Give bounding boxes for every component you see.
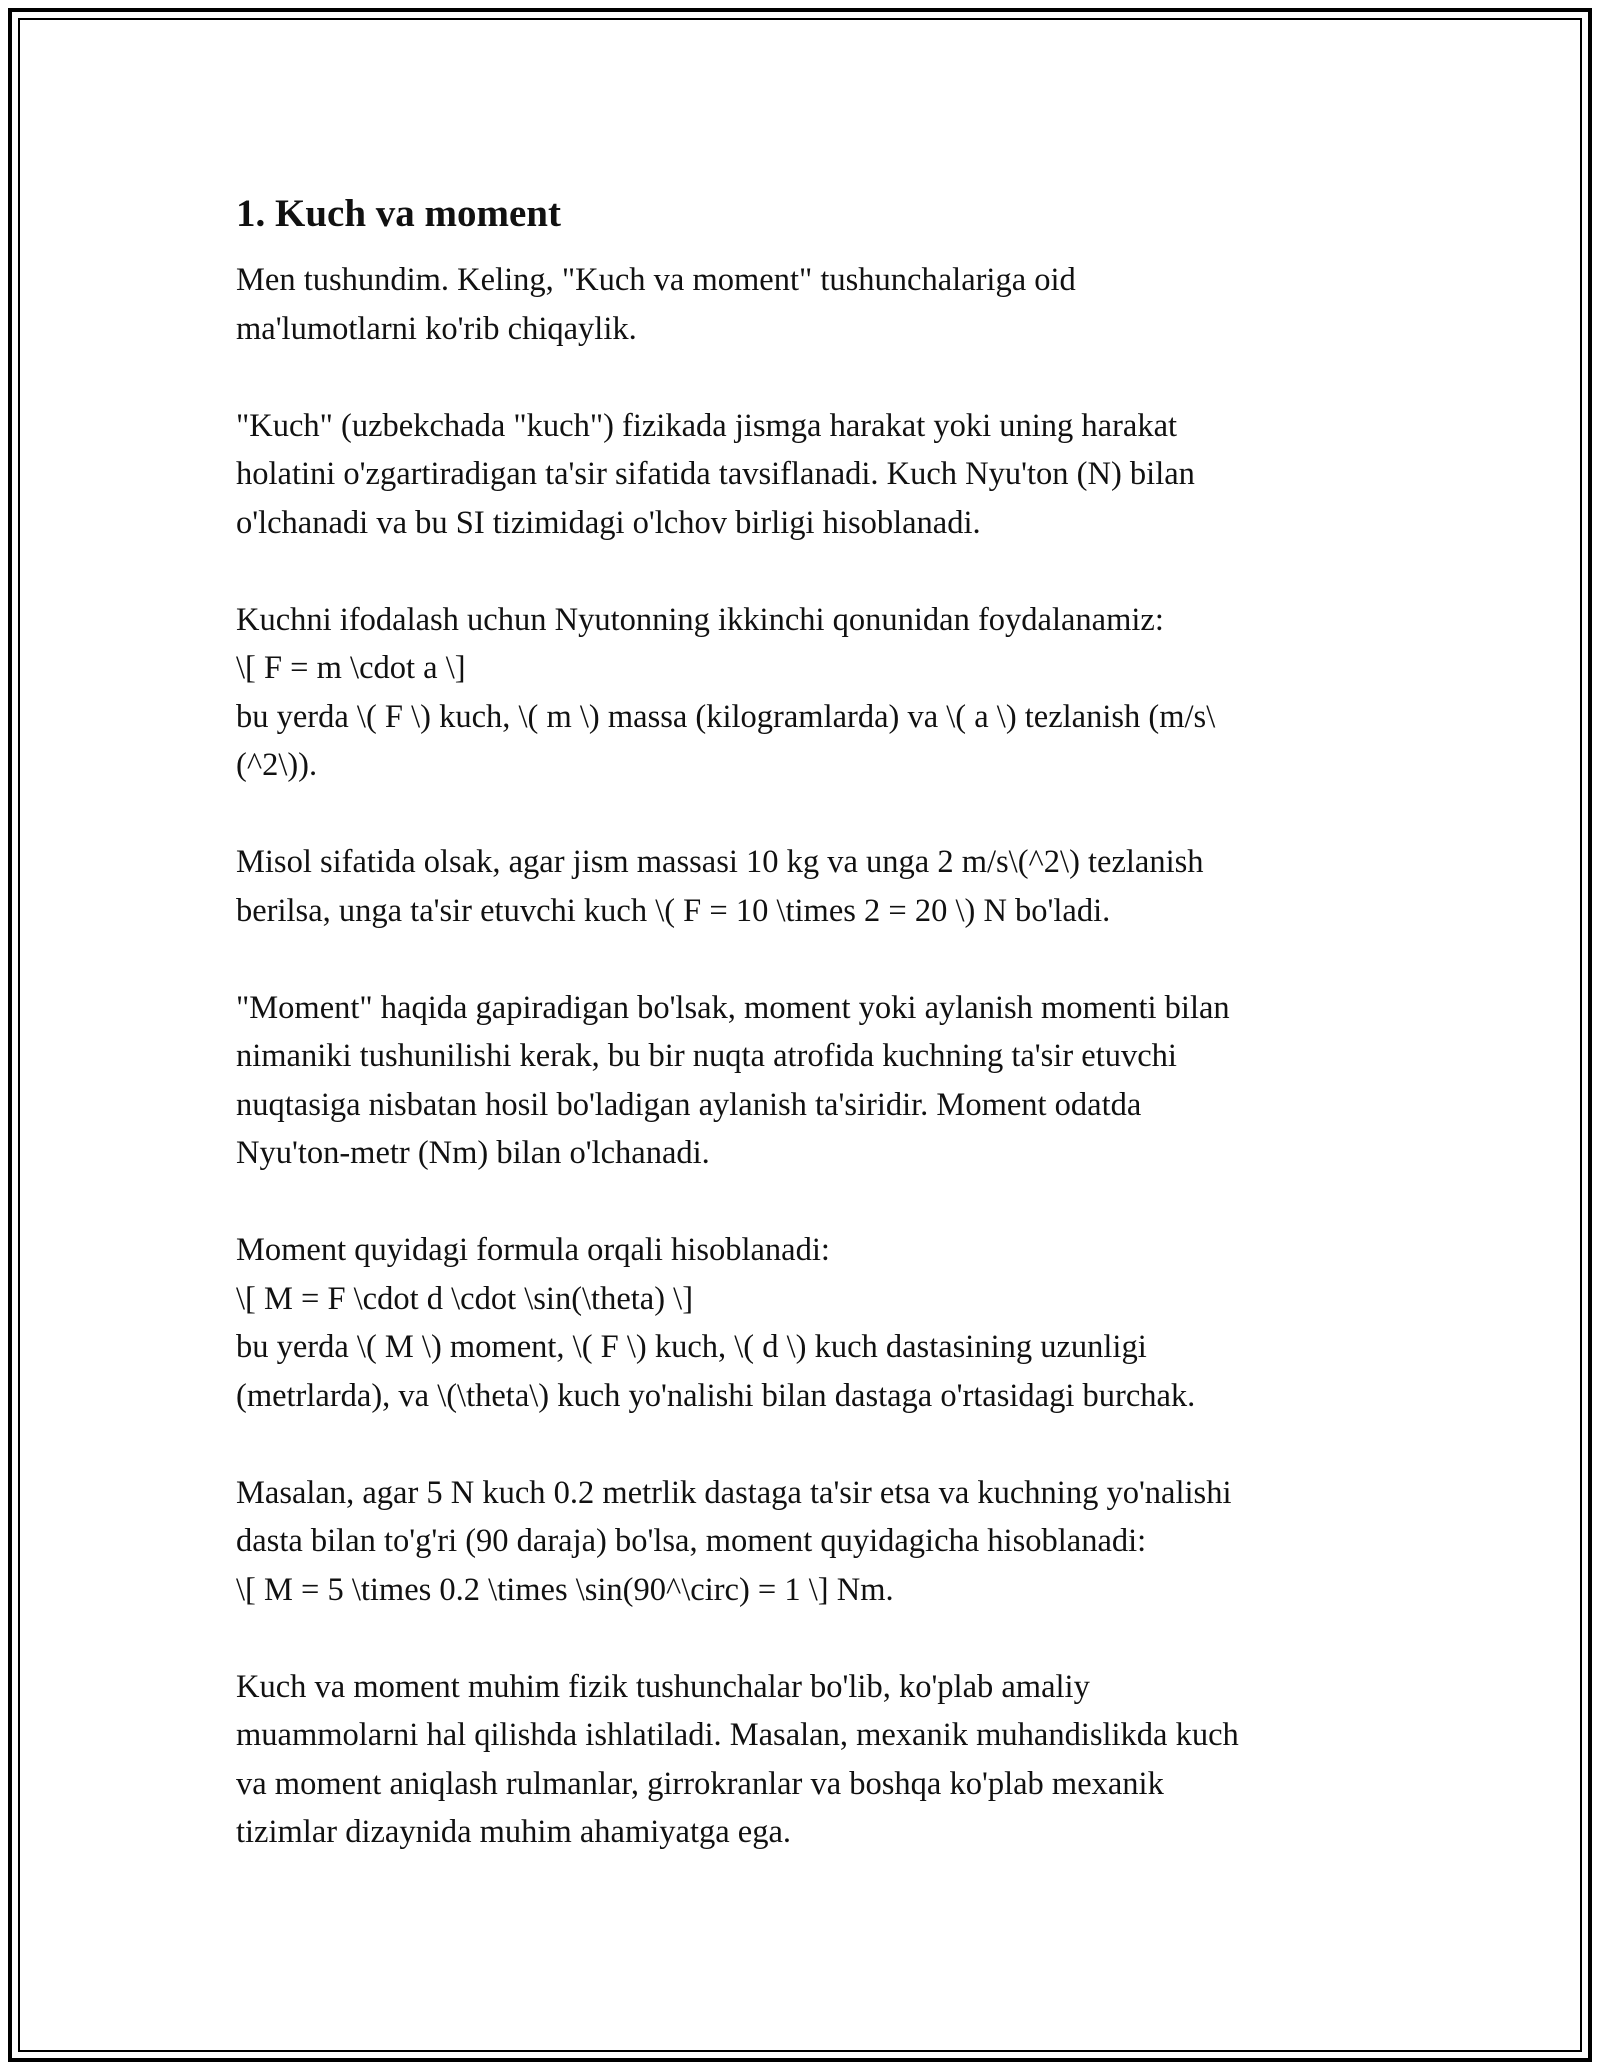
paragraph-intro xyxy=(236,256,1376,353)
text-line: (metrlarda), va \(\theta\) kuch yo'nalishi bilan dastaga o'rtasidagi burchak. xyxy=(236,1377,1196,1414)
text-line: va moment aniqlash rulmanlar, girrokranlar va boshqa ko'plab mexanik xyxy=(236,1765,1164,1802)
text-line: muammolarni hal qilishda ishlatiladi. Masalan, mexanik muhandislikda kuch xyxy=(236,1717,1239,1753)
paragraph-moment-formula xyxy=(236,1226,1376,1420)
text-line: "Kuch" (uzbekchada "kuch") fizikada jismga harakat yoki uning harakat xyxy=(236,407,1178,444)
text-line: (^2\)). xyxy=(236,747,318,783)
text-line: bu yerda \( M \) moment, \( F \) kuch, \( d \) kuch dastasining uzunligi xyxy=(236,1329,1147,1365)
text-line: Moment quyidagi formula orqali hisoblanadi: xyxy=(236,1232,830,1268)
text-line: tizimlar dizaynida muhim ahamiyatga ega. xyxy=(236,1814,792,1850)
paragraph-conclusion xyxy=(236,1663,1376,1857)
formula-line: \[ M = 5 \times 0.2 \times \sin(90^\circ) = 1 \] Nm. xyxy=(236,1571,894,1608)
text-line: Kuchni ifodalash uchun Nyutonning ikkinchi qonunidan foydalanamiz: xyxy=(236,601,1164,638)
text-line: dasta bilan to'g'ri (90 daraja) bo'lsa, moment quyidagicha hisoblanadi: xyxy=(236,1523,1147,1559)
text-line: Masalan, agar 5 N kuch 0.2 metrlik dastaga ta'sir etsa va kuchning yo'nalishi xyxy=(236,1474,1232,1511)
paragraph-force-definition xyxy=(236,402,1376,548)
document-body xyxy=(236,186,1376,1905)
text-line: Men tushundim. Keling, "Kuch va moment" tushunchalariga oid xyxy=(236,262,1076,298)
text-line: Kuch va moment muhim fizik tushunchalar bo'lib, ko'plab amaliy xyxy=(236,1668,1090,1705)
section-heading: 1. Kuch va moment xyxy=(236,192,561,235)
formula-line: \[ F = m \cdot a \] xyxy=(236,650,466,686)
text-line: Misol sifatida olsak, agar jism massasi 10 kg va unga 2 m/s\(^2\) tezlanish xyxy=(236,844,1204,880)
paragraph-moment-example xyxy=(236,1469,1376,1615)
text-line: Nyu'ton-metr (Nm) bilan o'lchanadi. xyxy=(236,1135,710,1171)
paragraph-force-example xyxy=(236,838,1376,935)
text-line: nimaniki tushunilishi kerak, bu bir nuqta atrofida kuchning ta'sir etuvchi xyxy=(236,1038,1177,1074)
text-line: "Moment" haqida gapiradigan bo'lsak, moment yoki aylanish momenti bilan xyxy=(236,989,1230,1026)
formula-line: \[ M = F \cdot d \cdot \sin(\theta) \] xyxy=(236,1280,694,1317)
paragraph-moment-definition xyxy=(236,984,1376,1178)
paragraph-newton-law xyxy=(236,596,1376,790)
text-line: holatini o'zgartiradigan ta'sir sifatida tavsiflanadi. Kuch Nyu'ton (N) bilan xyxy=(236,456,1195,492)
text-line: o'lchanadi va bu SI tizimidagi o'lchov birligi hisoblanadi. xyxy=(236,504,981,541)
text-line: bu yerda \( F \) kuch, \( m \) massa (kilogramlarda) va \( a \) tezlanish (m/s\ xyxy=(236,698,1216,735)
text-line: berilsa, unga ta'sir etuvchi kuch \( F = 10 \times 2 = 20 \) N bo'ladi. xyxy=(236,892,1111,929)
text-line: ma'lumotlarni ko'rib chiqaylik. xyxy=(236,310,637,347)
text-line: nuqtasiga nisbatan hosil bo'ladigan aylanish ta'siridir. Moment odatda xyxy=(236,1086,1142,1123)
